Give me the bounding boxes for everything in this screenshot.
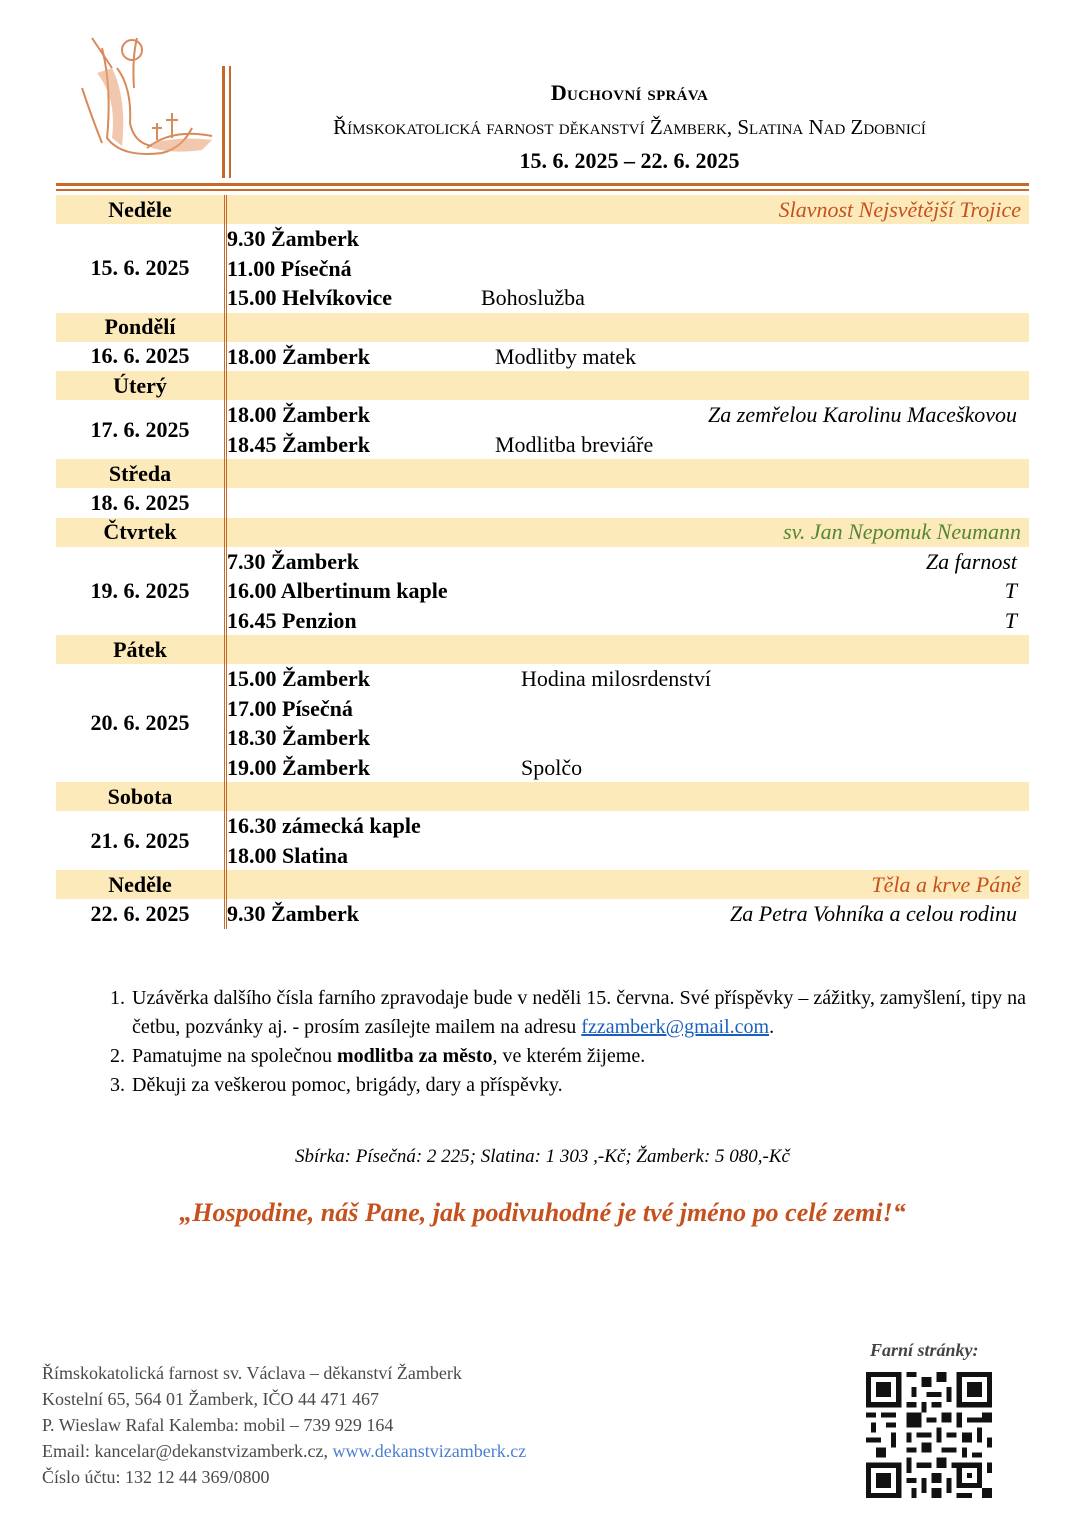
note-item: [130, 1071, 1030, 1100]
feast-label: sv. Jan Nepomuk Neumann: [783, 519, 1021, 544]
qr-code-icon[interactable]: [866, 1372, 992, 1498]
feast-label: Těla a krve Páně: [871, 871, 1021, 897]
service-line: [227, 664, 1029, 694]
service-note: Hodina milosrdenství: [521, 666, 712, 691]
footer-priest: P. Wieslaw Rafal Kalemba: mobil – 739 929 164: [42, 1415, 394, 1435]
service-line: [227, 606, 1029, 636]
date-range: 15. 6. 2025 – 22. 6. 2025: [519, 148, 740, 173]
day-header-row: [56, 635, 1029, 664]
day-name: Čtvrtek: [56, 518, 226, 547]
page-title: Duchovní správa: [550, 80, 709, 105]
service-time: 18.00 Žamberk: [227, 402, 370, 427]
day-header-row: [56, 371, 1029, 400]
day-detail-row: [56, 811, 1029, 870]
service-line: [227, 753, 1029, 783]
feast-label: Slavnost Nejsvětější Trojice: [778, 196, 1021, 222]
service-line: [227, 723, 1029, 753]
day-name: Úterý: [56, 371, 226, 400]
day-detail-row: [56, 547, 1029, 636]
service-line: [227, 342, 1029, 372]
day-name: Pondělí: [56, 313, 226, 342]
note-item: [130, 1042, 1030, 1071]
day-header-row: [56, 195, 1029, 224]
day-name: Středa: [56, 459, 226, 488]
day-date: 17. 6. 2025: [56, 400, 226, 459]
day-services: [226, 547, 1030, 636]
service-line: [227, 430, 1029, 460]
service-time: 9.30 Žamberk: [227, 226, 359, 251]
service-line: [227, 694, 1029, 724]
service-line: [227, 283, 1029, 313]
footer-website-link[interactable]: www.dekanstvizamberk.cz: [332, 1441, 527, 1461]
day-header-row: [56, 870, 1029, 899]
service-time: 18.45 Žamberk: [227, 431, 370, 457]
day-header-content: [226, 313, 1030, 342]
day-date: 22. 6. 2025: [56, 899, 226, 929]
header-rule-inner: [56, 189, 1029, 191]
schedule-table: [56, 195, 1029, 929]
footer-address: Kostelní 65, 564 01 Žamberk, IČO 44 471 467: [42, 1389, 379, 1409]
day-services: [226, 400, 1030, 459]
day-detail-row: [56, 224, 1029, 313]
empty-line: [227, 488, 1029, 518]
service-time: 15.00 Helvíkovice: [227, 285, 392, 310]
email-link[interactable]: fzzamberk@gmail.com: [581, 1016, 770, 1038]
footer-contact: [42, 1360, 526, 1490]
note-text: Děkuji za veškerou pomoc, brigády, dary a příspěvky.: [132, 1074, 563, 1096]
footer-email: Email: kancelar@dekanstvizamberk.cz,: [42, 1441, 333, 1461]
day-header-content: [226, 195, 1030, 224]
service-note: Bohoslužba: [481, 285, 585, 310]
note-text: Uzávěrka dalšího čísla farního zpravodaje bude v neděli 15. června. Své příspěvky – zážitky, zamyšlení, tipy na četbu, pozvánky aj. - prosím zasílejte mailem na adresu: [132, 987, 1026, 1038]
mass-intention: Za zemřelou Karolinu Maceškovou: [708, 402, 1017, 427]
mass-intention: Za Petra Vohníka a celou rodinu: [730, 901, 1017, 926]
footer-parish: Římskokatolická farnost sv. Václava – děkanství Žamberk: [42, 1363, 462, 1383]
service-line: [227, 400, 1029, 430]
day-header-row: [56, 459, 1029, 488]
service-line: [227, 547, 1029, 577]
service-time: 15.00 Žamberk: [227, 666, 370, 691]
service-time: 11.00 Písečná: [227, 255, 352, 281]
service-time: 9.30 Žamberk: [227, 901, 359, 926]
day-name: Neděle: [56, 870, 226, 899]
day-header-row: [56, 313, 1029, 342]
day-date: 15. 6. 2025: [56, 224, 226, 313]
bible-quote: „Hospodine, náš Pane, jak podivuhodné je tvé jméno po celé zemi!“: [179, 1198, 906, 1227]
day-detail-row: [56, 342, 1029, 372]
service-time: 18.30 Žamberk: [227, 725, 370, 750]
mass-intention: T: [1004, 607, 1017, 633]
day-services: [226, 899, 1030, 929]
day-header-content: [226, 459, 1030, 488]
service-line: [227, 811, 1029, 841]
note-text: , ve kterém žijeme.: [492, 1045, 646, 1067]
day-services: [226, 342, 1030, 372]
service-time: 16.45 Penzion: [227, 607, 357, 633]
footer-email-line: [42, 1438, 526, 1464]
service-note: Modlitba breviáře: [495, 431, 654, 457]
day-detail-row: [56, 400, 1029, 459]
day-header-content: [226, 782, 1030, 811]
day-name: Sobota: [56, 782, 226, 811]
day-services: [226, 224, 1030, 313]
day-detail-row: [56, 488, 1029, 518]
mass-intention: Za farnost: [925, 548, 1017, 574]
day-header-content: [226, 371, 1030, 400]
notes-list: [90, 984, 1030, 1100]
service-line: [227, 899, 1029, 929]
mass-intention: T: [1004, 578, 1017, 603]
note-bold: modlitba za město: [336, 1045, 493, 1067]
note-end: .: [769, 1016, 775, 1038]
header-divider: [222, 66, 225, 178]
day-detail-row: [56, 664, 1029, 782]
service-line: [227, 254, 1029, 284]
day-date: 21. 6. 2025: [56, 811, 226, 870]
service-line: [227, 224, 1029, 254]
day-date: 18. 6. 2025: [56, 488, 226, 518]
day-header-content: [226, 518, 1030, 547]
service-line: [227, 576, 1029, 606]
day-detail-row: [56, 899, 1029, 929]
note-item: [130, 984, 1030, 1042]
day-services: [226, 488, 1030, 518]
page-subtitle: Římskokatolická farnost děkanství Žamberk, Slatina Nad Zdobnicí: [333, 115, 926, 139]
service-time: 7.30 Žamberk: [227, 548, 359, 574]
day-header-row: [56, 518, 1029, 547]
day-services: [226, 811, 1030, 870]
header-rule: [56, 183, 1029, 186]
day-name: Neděle: [56, 195, 226, 224]
day-header-content: [226, 635, 1030, 664]
service-time: 18.00 Žamberk: [227, 343, 370, 369]
day-header-content: [226, 870, 1030, 899]
day-date: 19. 6. 2025: [56, 547, 226, 636]
collection-summary: Sbírka: Písečná: 2 225; Slatina: 1 303 ,-Kč; Žamberk: 5 080,-Kč: [295, 1146, 790, 1167]
farni-stranky-label: Farní stránky:: [870, 1340, 979, 1360]
service-time: 16.00 Albertinum kaple: [227, 578, 448, 603]
service-time: 19.00 Žamberk: [227, 754, 370, 780]
service-time: 17.00 Písečná: [227, 695, 353, 721]
day-header-row: [56, 782, 1029, 811]
service-note: Modlitby matek: [495, 343, 637, 369]
day-date: 20. 6. 2025: [56, 664, 226, 782]
service-time: 16.30 zámecká kaple: [227, 813, 421, 838]
day-services: [226, 664, 1030, 782]
note-text: Pamatujme na společnou: [132, 1045, 337, 1067]
footer-account: Číslo účtu: 132 12 44 369/0800: [42, 1467, 270, 1487]
day-name: Pátek: [56, 635, 226, 664]
parish-logo: [62, 28, 222, 178]
service-time: 18.00 Slatina: [227, 842, 349, 868]
day-date: 16. 6. 2025: [56, 342, 226, 372]
service-note: Spolčo: [521, 754, 583, 780]
service-line: [227, 841, 1029, 871]
